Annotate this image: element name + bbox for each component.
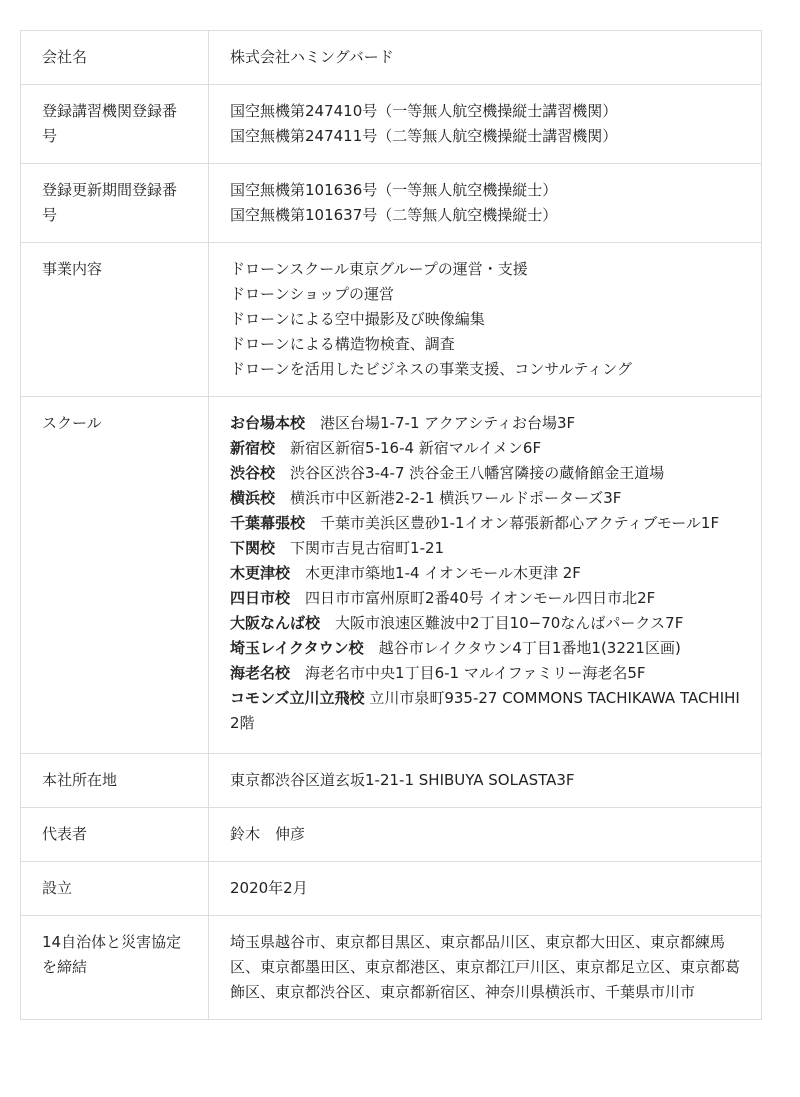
school-address: 千葉市美浜区豊砂1-1イオン幕張新都心アクティブモール1F bbox=[320, 514, 720, 532]
school-address: 渋谷区渋谷3-4-7 渋谷金王八幡宮隣接の蔵脩館金王道場 bbox=[290, 464, 665, 482]
school-entry bbox=[230, 461, 741, 486]
row-business bbox=[21, 243, 762, 397]
school-name: 四日市校 bbox=[230, 589, 291, 607]
school-address: 木更津市築地1-4 イオンモール木更津 2F bbox=[305, 564, 581, 582]
label-cell bbox=[21, 916, 209, 1020]
school-address: 下関市吉見古宿町1-21 bbox=[290, 539, 445, 557]
school-name: 木更津校 bbox=[230, 564, 291, 582]
school-name: コモンズ立川立飛校 bbox=[230, 689, 365, 707]
school-name: 下関校 bbox=[230, 539, 276, 557]
row-renewal-registration bbox=[21, 164, 762, 243]
company-name-value: 株式会社ハミングバード bbox=[230, 48, 394, 66]
school-name: 横浜校 bbox=[230, 489, 276, 507]
business-label: 事業内容 bbox=[42, 260, 103, 278]
school-address: 四日市市富州原町2番40号 イオンモール四日市北2F bbox=[305, 589, 656, 607]
row-training-registration bbox=[21, 85, 762, 164]
value-cell bbox=[209, 754, 762, 808]
established-value: 2020年2月 bbox=[230, 879, 308, 897]
school-name: 渋谷校 bbox=[230, 464, 276, 482]
training-registration-line: 国空無機第247410号（一等無人航空機操縦士講習機関） bbox=[230, 102, 618, 120]
label-cell bbox=[21, 31, 209, 85]
value-cell bbox=[209, 397, 762, 754]
label-cell bbox=[21, 85, 209, 164]
schools-label: スクール bbox=[42, 414, 102, 432]
school-entry bbox=[230, 611, 741, 636]
school-address: 越谷市レイクタウン4丁目1番地1(3221区画) bbox=[378, 639, 681, 657]
value-cell bbox=[209, 862, 762, 916]
row-disaster-agreements bbox=[21, 916, 762, 1020]
school-address: 港区台場1-7-1 アクアシティお台場3F bbox=[320, 414, 576, 432]
renewal-registration-label: 登録更新期間登録番号 bbox=[42, 181, 178, 224]
headquarters-value: 東京都渋谷区道玄坂1-21-1 SHIBUYA SOLASTA3F bbox=[230, 771, 575, 789]
label-cell bbox=[21, 862, 209, 916]
value-cell bbox=[209, 85, 762, 164]
school-address: 海老名市中央1丁目6-1 マルイファミリー海老名5F bbox=[305, 664, 646, 682]
value-cell bbox=[209, 916, 762, 1020]
established-label: 設立 bbox=[42, 879, 73, 897]
row-headquarters bbox=[21, 754, 762, 808]
school-name: 新宿校 bbox=[230, 439, 276, 457]
value-cell bbox=[209, 164, 762, 243]
renewal-registration-line: 国空無機第101636号（一等無人航空機操縦士） bbox=[230, 181, 558, 199]
school-entry bbox=[230, 686, 741, 736]
school-address: 立川市泉町935-27 COMMONS TACHIKAWA TACHIHI2階 bbox=[230, 689, 740, 732]
school-entry bbox=[230, 486, 741, 511]
value-cell bbox=[209, 243, 762, 397]
value-cell bbox=[209, 31, 762, 85]
renewal-registration-line: 国空無機第101637号（二等無人航空機操縦士） bbox=[230, 206, 558, 224]
headquarters-label: 本社所在地 bbox=[42, 771, 118, 789]
business-line: ドローンスクール東京グループの運営・支援 bbox=[230, 260, 528, 278]
school-entry bbox=[230, 586, 741, 611]
school-address: 横浜市中区新港2-2-1 横浜ワールドポーターズ3F bbox=[290, 489, 622, 507]
label-cell bbox=[21, 397, 209, 754]
business-line: ドローンを活用したビジネスの事業支援、コンサルティング bbox=[230, 360, 633, 378]
school-address: 大阪市浪速区難波中2丁目10−70なんばパークス7F bbox=[335, 614, 684, 632]
school-name: 埼玉レイクタウン校 bbox=[230, 639, 364, 657]
training-registration-label: 登録講習機関登録番号 bbox=[42, 102, 178, 145]
school-address: 新宿区新宿5-16-4 新宿マルイメン6F bbox=[290, 439, 542, 457]
disaster-agreements-label: 14自治体と災害協定を締結 bbox=[42, 933, 182, 976]
school-name: 千葉幕張校 bbox=[230, 514, 306, 532]
business-line: ドローンショップの運営 bbox=[230, 285, 395, 303]
business-line: ドローンによる空中撮影及び映像編集 bbox=[230, 310, 485, 328]
training-registration-line: 国空無機第247411号（二等無人航空機操縦士講習機関） bbox=[230, 127, 618, 145]
row-established bbox=[21, 862, 762, 916]
row-company-name bbox=[21, 31, 762, 85]
disaster-agreements-value: 埼玉県越谷市、東京都目黒区、東京都品川区、東京都大田区、東京都練馬区、東京都墨田区、東京都港区、東京都江戸川区、東京都足立区、東京都葛飾区、東京都渋谷区、東京都新宿区、神奈川県横浜市、千葉県市川市 bbox=[230, 933, 741, 1001]
school-entry bbox=[230, 436, 741, 461]
value-cell bbox=[209, 808, 762, 862]
representative-value: 鈴木 伸彦 bbox=[230, 825, 306, 843]
school-entry bbox=[230, 661, 741, 686]
label-cell bbox=[21, 243, 209, 397]
company-profile-table bbox=[20, 30, 762, 1020]
label-cell bbox=[21, 164, 209, 243]
school-name: 海老名校 bbox=[230, 664, 291, 682]
company-name-label: 会社名 bbox=[42, 48, 88, 66]
school-entry bbox=[230, 536, 741, 561]
row-representative bbox=[21, 808, 762, 862]
school-entry bbox=[230, 636, 741, 661]
label-cell bbox=[21, 754, 209, 808]
row-schools bbox=[21, 397, 762, 754]
label-cell bbox=[21, 808, 209, 862]
school-entry bbox=[230, 411, 741, 436]
business-line: ドローンによる構造物検査、調査 bbox=[230, 335, 455, 353]
representative-label: 代表者 bbox=[42, 825, 88, 843]
school-entry bbox=[230, 511, 741, 536]
school-entry bbox=[230, 561, 741, 586]
school-name: 大阪なんば校 bbox=[230, 614, 321, 632]
school-name: お台場本校 bbox=[230, 414, 306, 432]
